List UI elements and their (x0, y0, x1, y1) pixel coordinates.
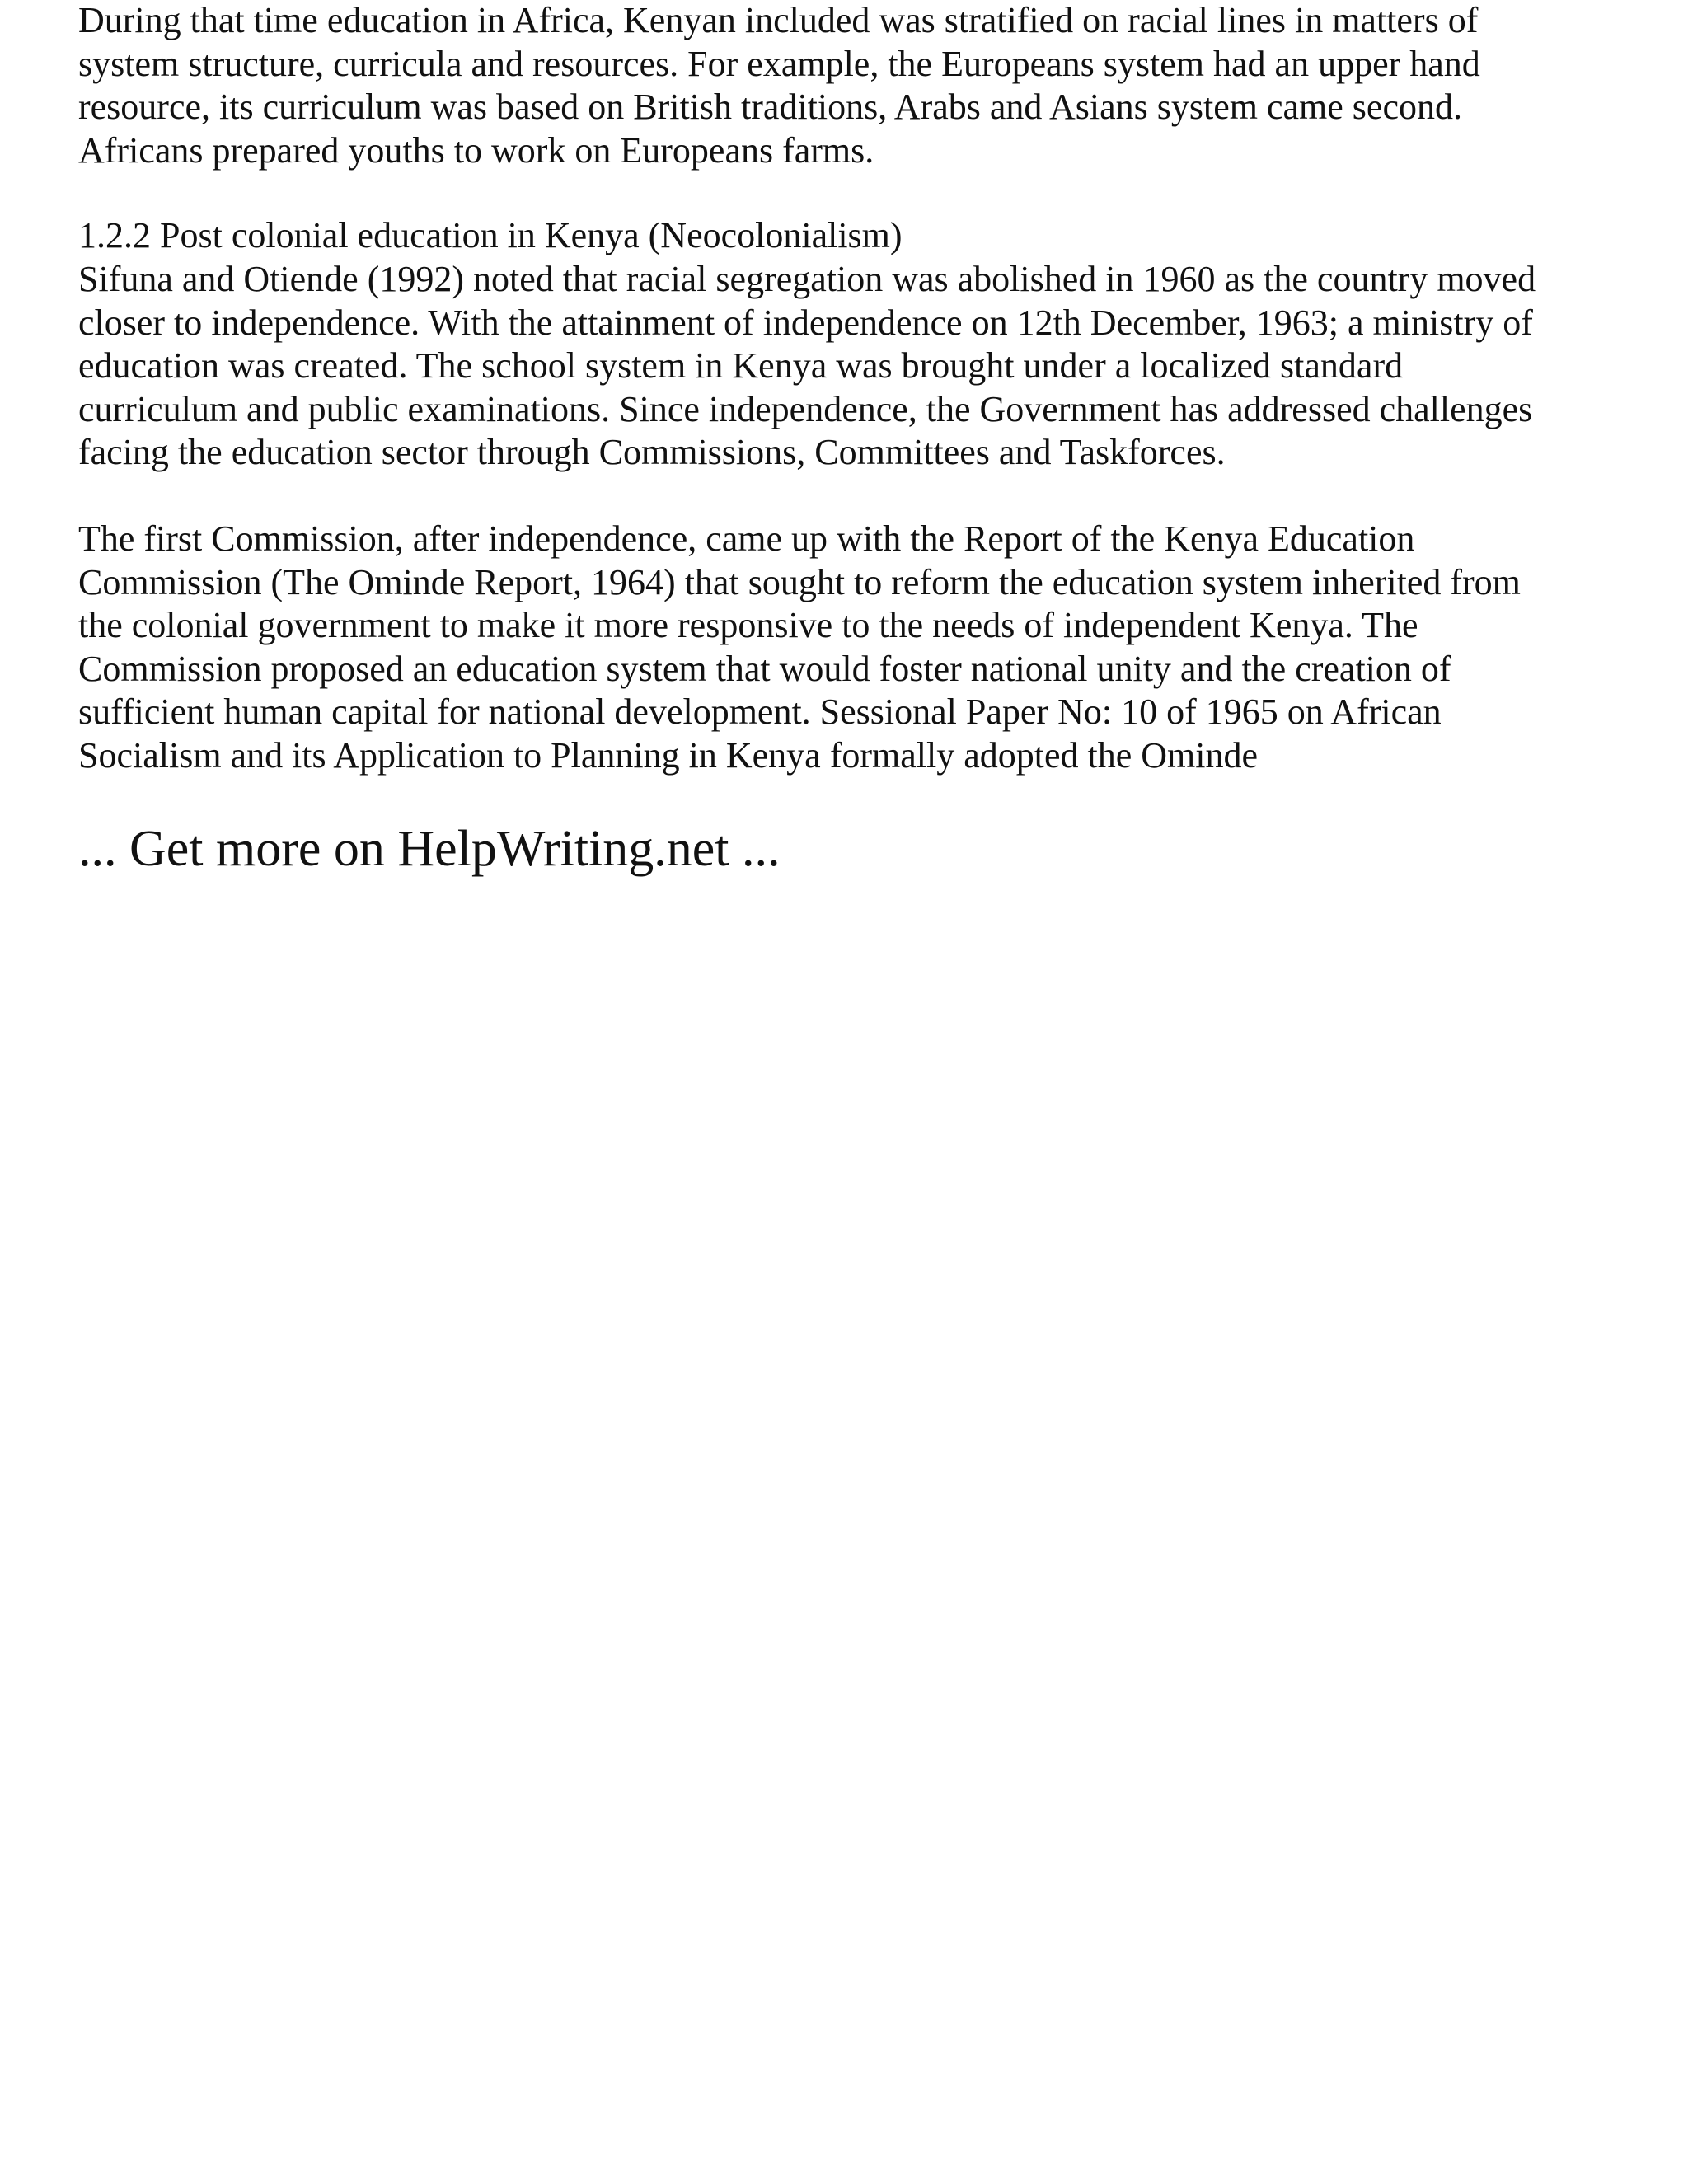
body-paragraph: The first Commission, after independence, came up with the Report of the Kenya Education Commission (The Ominde Report, 1964) that sought to reform the education system inherited from the colonial government to make it more responsive to the needs of independent Kenya. The Commission proposed an education system that would foster national unity and the creation of sufficient human capital for national development. Sessional Paper No: 10 of 1965 on African Socialism and its Application to Planning in Kenya formally adopted the Ominde (78, 518, 1521, 776)
section-heading: 1.2.2 Post colonial education in Kenya (Neocolonialism) (78, 215, 903, 255)
body-paragraph: Sifuna and Otiende (1992) noted that racial segregation was abolished in 1960 as the country moved closer to independence. With the attainment of independence on 12th December, 1963; a ministry of education was created. The school system in Kenya was brought under a localized standard curriculum and public examinations. Since independence, the Government has addressed challenges facing the education sector through Commissions, Committees and Taskforces. (78, 259, 1536, 472)
get-more-link[interactable]: ... Get more on HelpWriting.net ... (78, 821, 781, 877)
body-paragraph: During that time education in Africa, Kenyan included was stratified on racial lines in matters of system structure, curricula and resources. For example, the Europeans system had an upper hand resource, its curriculum was based on British traditions, Arabs and Asians system came second. Africans prepared youths to work on Europeans farms. (78, 0, 1480, 171)
